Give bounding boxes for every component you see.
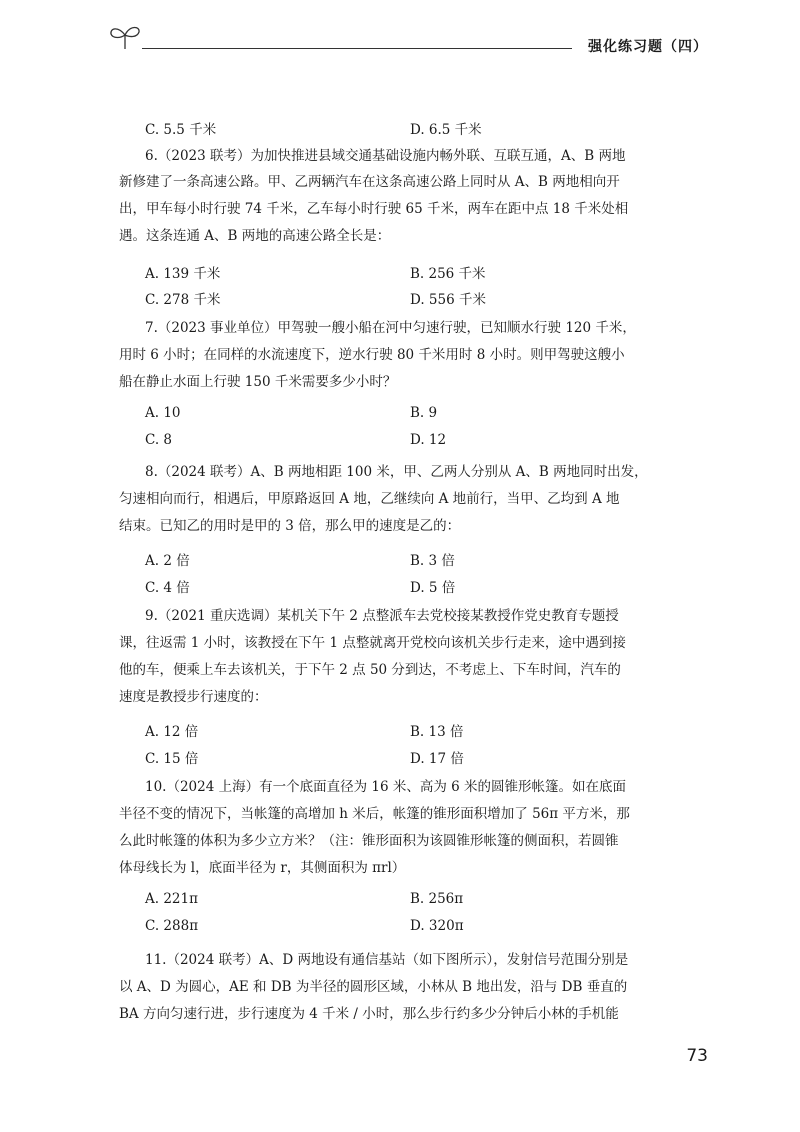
q10-option-a: A. 221π — [145, 891, 198, 907]
q6-line-1: 6.（2023 联考）为加快推进县域交通基础设施内畅外联、互联互通，A、B 两地 — [145, 148, 626, 164]
q7-option-c: C. 8 — [145, 432, 173, 448]
q8-line-3: 结束。已知乙的用时是甲的 3 倍，那么甲的速度是乙的： — [119, 518, 461, 534]
q8-option-d: D. 5 倍 — [410, 580, 456, 596]
q8-option-c: C. 4 倍 — [145, 580, 190, 596]
q7-option-b: B. 9 — [410, 405, 438, 421]
q7-line-1: 7.（2023 事业单位）甲驾驶一艘小船在河中匀速行驶，已知顺水行驶 120 千米， — [145, 320, 636, 336]
page-header — [0, 0, 800, 70]
q8-option-a: A. 2 倍 — [145, 553, 190, 569]
q8-line-2: 匀速相向而行，相遇后，甲原路返回 A 地，乙继续向 A 地前行，当甲、乙均到 A 地 — [119, 491, 620, 507]
q9-line-3: 他的车，便乘上车去该机关，于下午 2 点 50 分到达，不考虑上、下车时间，汽车的 — [119, 662, 621, 678]
q11-line-2: 以 A、D 为圆心，AE 和 DB 为半径的圆形区域，小林从 B 地出发，沿与 DB 垂直的 — [119, 979, 628, 995]
q10-line-4: 体母线长为 l，底面半径为 r，其侧面积为 πrl） — [119, 860, 406, 876]
q9-option-d: D. 17 倍 — [410, 751, 464, 767]
q9-option-b: B. 13 倍 — [410, 724, 464, 740]
q10-option-d: D. 320π — [410, 918, 464, 934]
q7-option-a: A. 10 — [145, 405, 181, 421]
q6-line-4: 遇。这条连通 A、B 两地的高速公路全长是： — [119, 228, 391, 244]
q7-line-2: 用时 6 小时；在同样的水流速度下，逆水行驶 80 千米用时 8 小时。则甲驾驶这艘小 — [119, 347, 625, 363]
q5-option-d: D. 6.5 千米 — [410, 122, 482, 138]
q5-option-c: C. 5.5 千米 — [145, 122, 217, 138]
q11-line-3: BA 方向匀速行进，步行速度为 4 千米 / 小时，那么步行约多少分钟后小林的手机能 — [119, 1006, 619, 1022]
sprout-icon — [108, 22, 142, 50]
q7-line-3: 船在静止水面上行驶 150 千米需要多少小时？ — [119, 374, 397, 390]
q8-option-b: B. 3 倍 — [410, 553, 455, 569]
page-number: 73 — [686, 1046, 708, 1066]
section-title: 强化练习题（四） — [588, 39, 708, 55]
q10-line-1: 10.（2024 上海）有一个底面直径为 16 米、高为 6 米的圆锥形帐篷。如在底面 — [145, 779, 627, 795]
q9-line-1: 9.（2021 重庆选调）某机关下午 2 点整派车去党校接某教授作党史教育专题授 — [145, 608, 619, 624]
q6-option-a: A. 139 千米 — [145, 266, 221, 282]
q10-line-2: 半径不变的情况下，当帐篷的高增加 h 米后，帐篷的锥形面积增加了 56π 平方米，那 — [119, 806, 630, 822]
q6-line-3: 出，甲车每小时行驶 74 千米，乙车每小时行驶 65 千米，两车在距中点 18 千米处相 — [119, 201, 629, 217]
q9-line-4: 速度是教授步行速度的： — [119, 689, 268, 705]
q11-line-1: 11.（2024 联考）A、D 两地设有通信基站（如下图所示），发射信号范围分别是 — [145, 952, 629, 968]
q9-line-2: 课，往返需 1 小时，该教授在下午 1 点整就离开党校向该机关步行走来，途中遇到接 — [119, 635, 626, 651]
header-rule — [142, 48, 572, 49]
q6-option-d: D. 556 千米 — [410, 292, 486, 308]
q9-option-c: C. 15 倍 — [145, 751, 199, 767]
q10-option-c: C. 288π — [145, 918, 199, 934]
q10-option-b: B. 256π — [410, 891, 464, 907]
q10-line-3: 么此时帐篷的体积为多少立方米？（注：锥形面积为该圆锥形帐篷的侧面积，若圆锥 — [119, 833, 619, 849]
q6-line-2: 新修建了一条高速公路。甲、乙两辆汽车在这条高速公路上同时从 A、B 两地相向开 — [119, 174, 620, 190]
q8-line-1: 8.（2024 联考）A、B 两地相距 100 米，甲、乙两人分别从 A、B 两地同时出发， — [145, 464, 648, 480]
q7-option-d: D. 12 — [410, 432, 447, 448]
q6-option-b: B. 256 千米 — [410, 266, 486, 282]
q6-option-c: C. 278 千米 — [145, 292, 221, 308]
q9-option-a: A. 12 倍 — [145, 724, 199, 740]
